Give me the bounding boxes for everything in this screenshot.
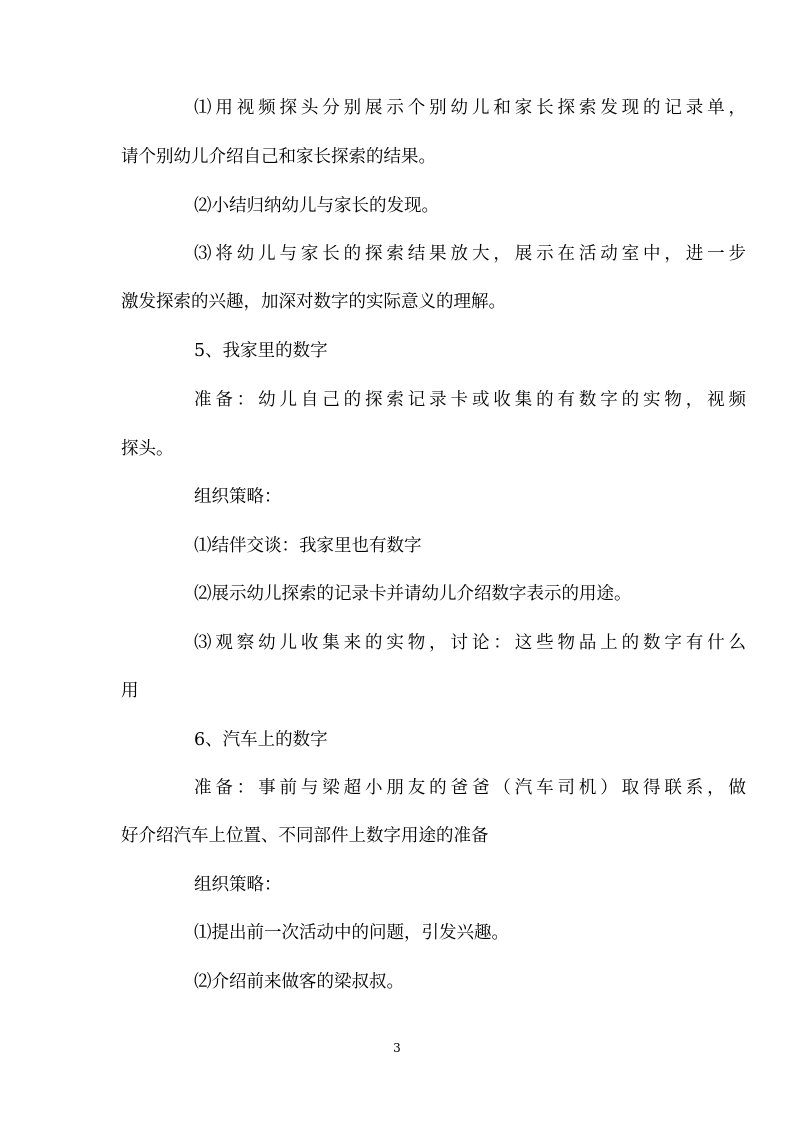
page-number: 3 — [393, 1041, 401, 1055]
paragraph-line: ⑵展示幼儿探索的记录卡并请幼儿介绍数字表示的用途。 — [194, 584, 632, 604]
section-heading: 6、汽车上的数字 — [194, 730, 328, 750]
section-heading: 5、我家里的数字 — [194, 341, 328, 361]
paragraph-line: 好介绍汽车上位置、不同部件上数字用途的准备 — [121, 826, 489, 846]
paragraph-line: ⑶观察幼儿收集来的实物，讨论：这些物品上的数字有什么 — [194, 633, 746, 653]
paragraph-line: ⑵小结归纳幼儿与家长的发现。 — [194, 196, 439, 216]
paragraph-line: 用 — [121, 681, 139, 701]
paragraph-line: ⑴提出前一次活动中的问题，引发兴趣。 — [194, 923, 509, 943]
paragraph-line: 组织策略： — [194, 487, 282, 507]
paragraph-line: ⑴结伴交谈：我家里也有数字 — [194, 536, 422, 556]
paragraph-line: ⑶将幼儿与家长的探索结果放大，展示在活动室中，进一步 — [194, 244, 746, 264]
paragraph-line: 请个别幼儿介绍自己和家长探索的结果。 — [121, 147, 436, 167]
paragraph-line: 组织策略： — [194, 875, 282, 895]
paragraph-line: 准备：幼儿自己的探索记录卡或收集的有数字的实物，视频 — [194, 390, 746, 410]
paragraph-line: 探头。 — [121, 439, 174, 459]
paragraph-line: 激发探索的兴趣，加深对数字的实际意义的理解。 — [121, 292, 506, 312]
paragraph-line: ⑵介绍前来做客的梁叔叔。 — [194, 972, 404, 992]
paragraph-line: ⑴用视频探头分别展示个别幼儿和家长探索发现的记录单， — [194, 98, 746, 118]
paragraph-line: 准备：事前与梁超小朋友的爸爸（汽车司机）取得联系，做 — [194, 778, 746, 798]
